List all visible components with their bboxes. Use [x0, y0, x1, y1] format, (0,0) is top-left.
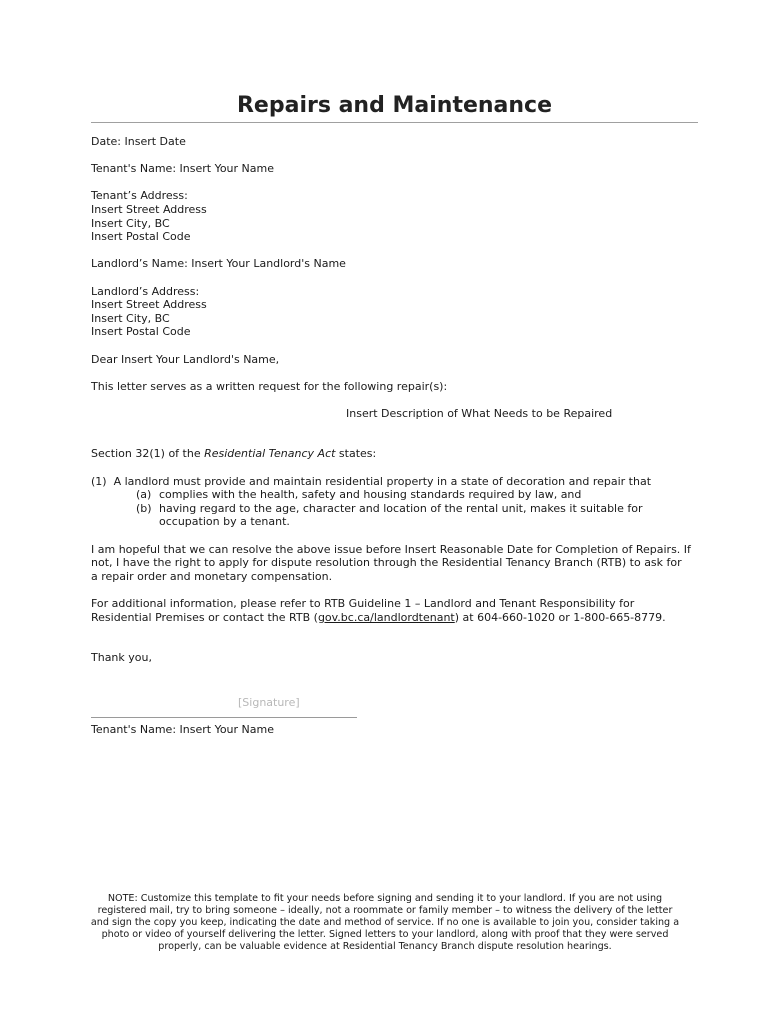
tenant-address-label: Tenant’s Address: — [91, 189, 188, 203]
hope-paragraph: I am hopeful that we can resolve the above issue before Insert Reasonable Date for Completion of Repairs. If not, I have the right to apply for dispute resolution through the Residential Tenancy Branch (RTB) to ask for a repair order and monetary compensation. — [91, 542, 691, 583]
date-line: Date: Insert Date — [91, 135, 186, 148]
closing: Thank you, — [91, 651, 152, 665]
clause-item-b — [91, 502, 691, 529]
clause-item-a — [91, 488, 691, 502]
section-prefix: Section 32(1) of the — [91, 447, 205, 461]
section-suffix: states: — [335, 447, 377, 461]
tenant-street: Insert Street Address — [91, 202, 207, 216]
landlord-street: Insert Street Address — [91, 298, 207, 312]
landlord-name-line: Landlord’s Name: Insert Your Landlord's Name — [91, 257, 346, 271]
tenant-postal: Insert Postal Code — [91, 230, 191, 244]
landlord-city: Insert City, BC — [91, 311, 170, 325]
tenant-address-block — [91, 189, 691, 243]
tenant-name-line: Tenant's Name: Insert Your Name — [91, 162, 274, 176]
landlord-address-label: Landlord’s Address: — [91, 284, 200, 298]
clause-item-text: complies with the health, safety and housing standards required by law, and — [159, 488, 582, 502]
signature-name: Tenant's Name: Insert Your Name — [91, 723, 274, 736]
signature-placeholder[interactable]: [Signature] — [238, 696, 300, 709]
landlord-address-block — [91, 285, 691, 339]
clause-main — [91, 475, 691, 489]
tenant-city: Insert City, BC — [91, 216, 170, 230]
info-after-link: ) at 604-660-1020 or 1-800-665-8779. — [454, 610, 666, 624]
title-divider — [91, 122, 698, 123]
request-intro: This letter serves as a written request for the following repair(s): — [91, 379, 448, 393]
clause-item-label: (a) — [136, 488, 152, 502]
clause-item-label: (b) — [136, 501, 152, 515]
act-name: Residential Tenancy Act — [204, 447, 336, 461]
document-title: Repairs and Maintenance — [236, 93, 553, 118]
footer-note: NOTE: Customize this template to fit your needs before signing and sending it to your landlord. If you are not using registered mail, try to bring someone – ideally, not a roommate or family member – to witness the delivery of the letter and sign the copy you keep, indicating the date and method of service. If no one is available to join you, consider taking a photo or video of yourself delivering the letter. Signed letters to your landlord, along with proof that they were served properly, can be valuable evidence at Residential Tenancy Branch dispute resolution hearings. — [90, 893, 680, 952]
rtb-website-link[interactable]: gov.bc.ca/landlordtenant — [317, 610, 455, 624]
letter-body — [91, 135, 691, 665]
salutation: Dear Insert Your Landlord's Name, — [91, 352, 280, 366]
repair-description: Insert Description of What Needs to be Repaired — [346, 406, 613, 420]
section-statement — [91, 447, 691, 461]
clause-number: (1) — [91, 474, 107, 488]
signature-line — [91, 717, 357, 718]
clause-text: A landlord must provide and maintain residential property in a state of decoration and repair that — [113, 474, 652, 488]
clause-item-text: having regard to the age, character and location of the rental unit, makes it suitable for occupation by a tenant. — [159, 501, 643, 529]
landlord-postal: Insert Postal Code — [91, 325, 191, 339]
info-before-link: For additional information, please refer to RTB Guideline 1 – Landlord and Tenant Responsibility for Residential Premises or contact the RTB ( — [91, 597, 635, 624]
info-paragraph — [91, 597, 691, 624]
